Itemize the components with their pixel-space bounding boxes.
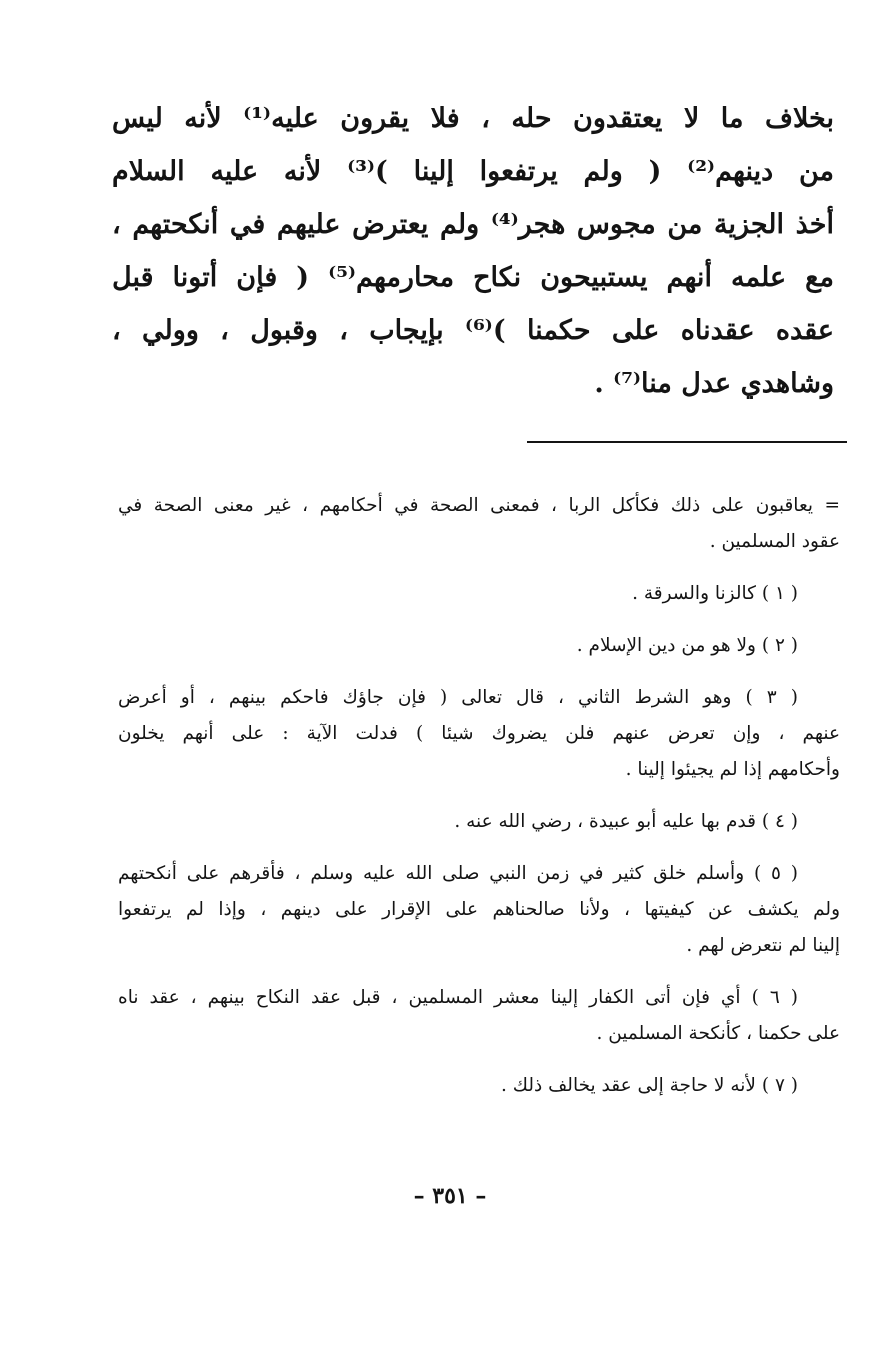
footnote-5 bbox=[118, 856, 840, 964]
main-text-line: مع علمه أنهم يستبيحون نكاح محارمهم⁽⁵⁾ ( فإن أتونا قبل bbox=[112, 262, 834, 293]
main-text-block bbox=[112, 92, 834, 410]
footnote-6 bbox=[118, 980, 840, 1052]
footnote-1 bbox=[118, 576, 840, 612]
footnote-line: ( ٢ ) ولا هو من دين الإسلام . bbox=[576, 635, 798, 656]
main-text-line: بخلاف ما لا يعتقدون حله ، فلا يقرون عليه⁽¹⁾ لأنه ليس bbox=[112, 103, 834, 134]
footnote-2 bbox=[118, 628, 840, 664]
footnote-line: ( ٥ ) وأسلم خلق كثير في زمن النبي صلى الله عليه وسلم ، فأقرهم على أنكحتهم bbox=[118, 863, 798, 884]
footnote-line: عنهم ، وإن تعرض عنهم فلن يضروك شيئا ) فدلت الآية : على أنهم يخلون bbox=[118, 723, 840, 744]
main-text-line: وشاهدي عدل منا⁽⁷⁾ . bbox=[594, 368, 834, 399]
main-text-line: أخذ الجزية من مجوس هجر⁽⁴⁾ ولم يعترض عليهم في أنكحتهم ، bbox=[112, 209, 835, 240]
footnote-line: على حكمنا ، كأنكحة المسلمين . bbox=[596, 1023, 840, 1044]
main-text-line: من دينهم⁽²⁾ ( ولم يرتفعوا إلينا )⁽³⁾ لأنه عليه السلام bbox=[112, 156, 834, 187]
footnote-7 bbox=[118, 1068, 840, 1104]
footnote-line: ولم يكشف عن كيفيتها ، ولأنا صالحناهم على الإقرار على دينهم ، وإذا لم يرتفعوا bbox=[118, 899, 840, 920]
footnote-line: = يعاقبون على ذلك فكأكل الربا ، فمعنى الصحة في أحكامهم ، غير معنى الصحة في bbox=[118, 495, 840, 516]
footnote-3 bbox=[118, 680, 840, 788]
footnote-line: ( ١ ) كالزنا والسرقة . bbox=[632, 583, 798, 604]
footnote-line: ( ٣ ) وهو الشرط الثاني ، قال تعالى ( فإن جاؤك فاحكم بينهم ، أو أعرض bbox=[118, 687, 798, 708]
footnote-line: ( ٧ ) لأنه لا حاجة إلى عقد يخالف ذلك . bbox=[501, 1075, 798, 1096]
footnote-line: ( ٦ ) أي فإن أتى الكفار إلينا معشر المسلمين ، قبل عقد النكاح بينهم ، عقد ناه bbox=[118, 987, 798, 1008]
footnote-line: إلينا لم نتعرض لهم . bbox=[686, 935, 840, 956]
page-number: – ٣٥١ – bbox=[413, 1183, 487, 1209]
footnote-divider bbox=[527, 441, 847, 443]
footnote-continuation bbox=[118, 488, 840, 560]
footnotes-block bbox=[118, 488, 840, 1104]
footnote-line: ( ٤ ) قدم بها عليه أبو عبيدة ، رضي الله عنه . bbox=[454, 811, 798, 832]
footnote-line: وأحكامهم إذا لم يجيئوا إلينا . bbox=[625, 759, 840, 780]
main-text-line: عقده عقدناه على حكمنا )⁽⁶⁾ بإيجاب ، وقبول ، وولي ، bbox=[112, 315, 834, 346]
footnote-line: عقود المسلمين . bbox=[709, 531, 840, 552]
footnote-4 bbox=[118, 804, 840, 840]
